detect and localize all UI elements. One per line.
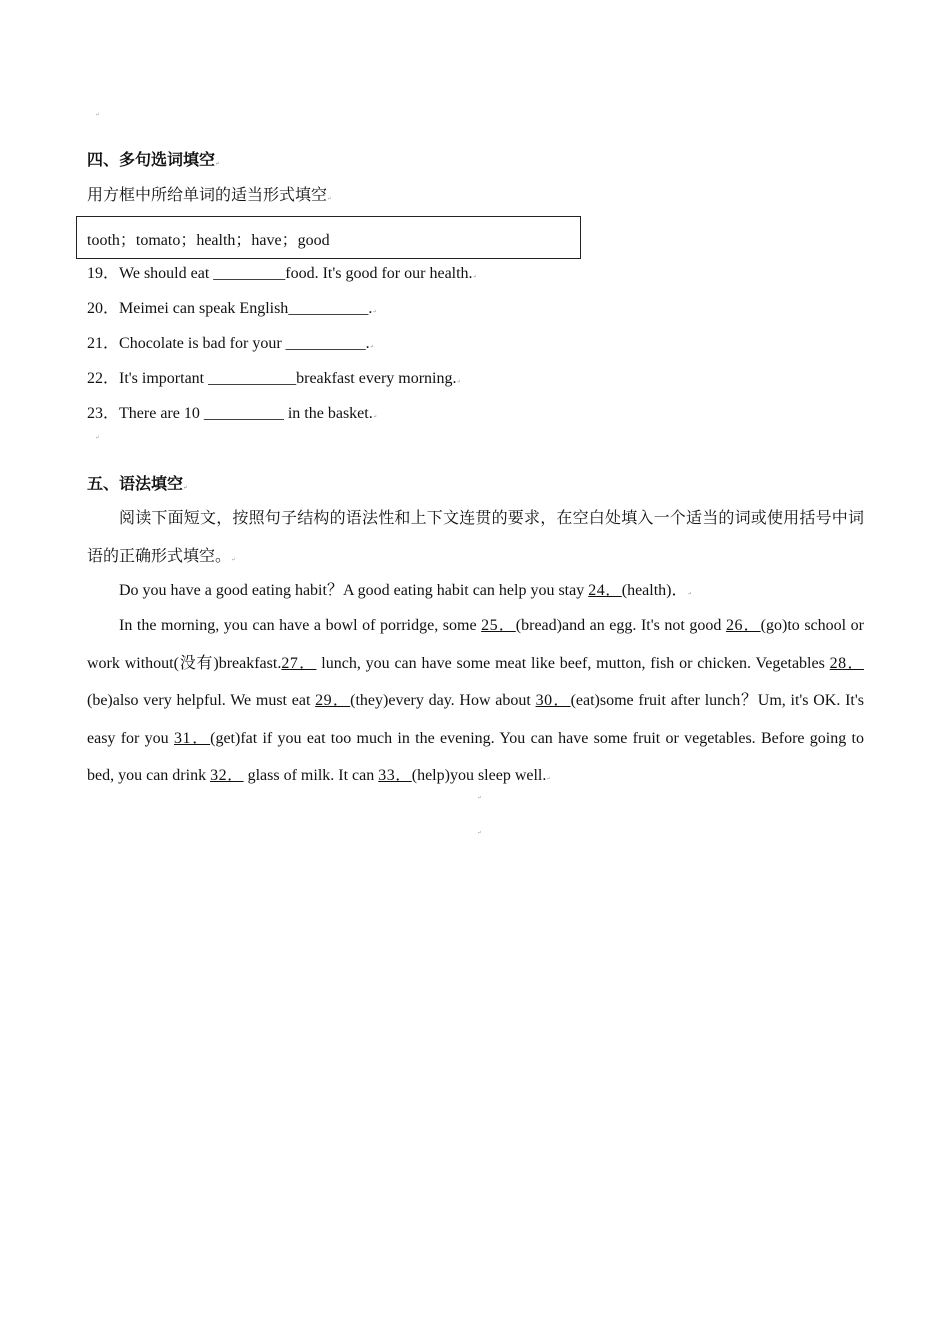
passage-paragraph-1: Do you have a good eating habit？A good eating habit can help you stay 24．(health)．↵ [119, 582, 692, 599]
paragraph-mark: ↵ [95, 436, 100, 441]
blank-31[interactable]: 31． [174, 729, 211, 747]
blank-30[interactable]: 30． [535, 692, 571, 709]
paragraph-mark: ↵ [477, 831, 482, 836]
question-22: 22．It's important ___________breakfast every morning.↵ [87, 370, 461, 387]
section5-instruction: 阅读下面短文，按照句子结构的语法性和上下文连贯的要求，在空白处填入一个适当的词或使用括号中词语的正确形式填空。↵ [87, 510, 864, 565]
blank-25[interactable]: 25． [481, 617, 516, 634]
question-23: 23．There are 10 __________ in the basket.↵ [87, 405, 377, 422]
section4-heading: 四、多句选词填空↵ [87, 152, 220, 169]
paragraph-mark: ↵ [477, 796, 482, 801]
answer-blank[interactable]: _________ [213, 265, 286, 282]
passage-paragraph-2: In the morning, you can have a bowl of porridge, some 25．(bread)and an egg. It's not good 26．(go)to school or work without(没有)breakfast.27． lunch, you can have some meat like beef, mutton, fish or chicken. Vegetables 28．(be)also very helpful. We must eat 29．(they)every day. How about 30．(eat)some fruit after lunch？Um, it's OK. It's easy for you 31．(get)fat if you eat too much in the evening. You can have some fruit or vegetables. Before going to bed, you can drink 32． glass of milk. It can 33．(help)you sleep well.↵ [87, 617, 864, 784]
question-20: 20．Meimei can speak English__________.↵ [87, 300, 377, 317]
section4-instruction: 用方框中所给单词的适当形式填空↵ [87, 187, 332, 204]
answer-blank[interactable]: __________ [285, 335, 366, 352]
answer-blank[interactable]: __________ [203, 405, 284, 422]
question-21: 21．Chocolate is bad for your __________.↵ [87, 335, 374, 352]
blank-26[interactable]: 26． [726, 617, 761, 634]
blank-28[interactable]: 28． [829, 654, 864, 672]
answer-blank[interactable]: ___________ [208, 370, 297, 387]
blank-29[interactable]: 29． [315, 692, 351, 709]
section5-heading: 五、语法填空↵ [87, 476, 188, 493]
question-19: 19．We should eat _________food. It's good for our health.↵ [87, 265, 477, 282]
blank-32[interactable]: 32． [210, 767, 244, 784]
blank-27[interactable]: 27． [281, 654, 317, 672]
word-box-text: tooth；tomato；health；have；good [87, 232, 330, 249]
answer-blank[interactable]: __________ [288, 300, 369, 317]
blank-33[interactable]: 33． [378, 767, 412, 784]
blank-24[interactable]: 24． [588, 582, 622, 599]
word-box [76, 216, 581, 259]
paragraph-mark: ↵ [95, 113, 100, 118]
